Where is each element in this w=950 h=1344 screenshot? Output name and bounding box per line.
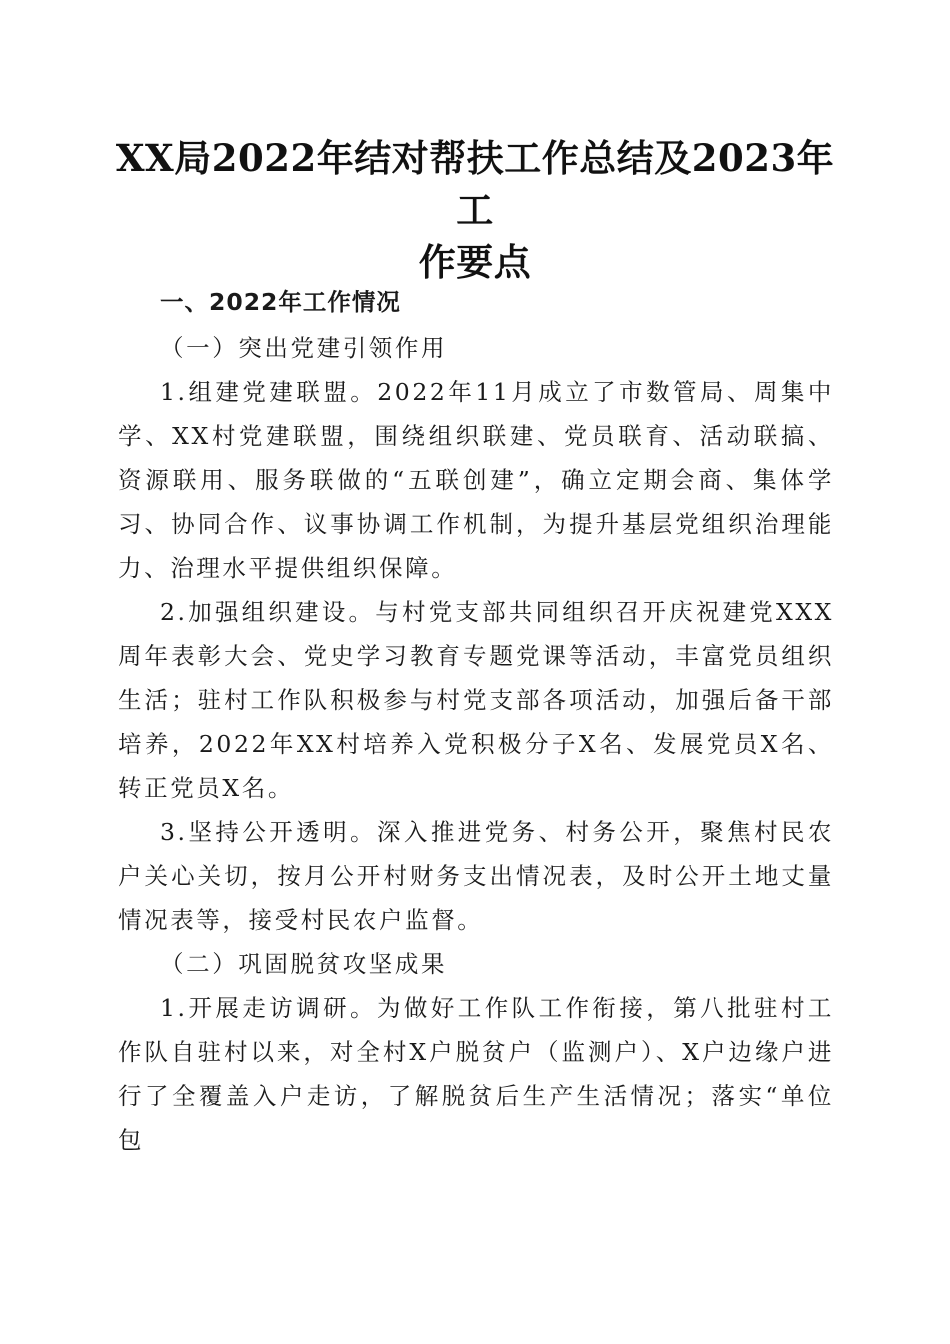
title-line-2: 作要点 [418, 240, 532, 284]
paragraph-party-alliance: 1.组建党建联盟。2022年11月成立了市数管局、周集中学、XX村党建联盟，围绕组织联建、党员联育、活动联搞、资源联用、服务联做的“五联创建”，确立定期会商、集体学习、协同合作、议事协调工作机制，为提升基层党组织治理能力、治理水平提供组织保障。 [118, 378, 834, 582]
paragraph-transparency: 3.坚持公开透明。深入推进党务、村务公开，聚焦村民农户关心关切，按月公开村财务支出情况表，及时公开土地丈量情况表等，接受村民农户监督。 [118, 818, 834, 934]
document-title [110, 132, 840, 288]
document-body [118, 280, 834, 1162]
paragraph-visit-research: 1.开展走访调研。为做好工作队工作衔接，第八批驻村工作队自驻村以来，对全村X户脱贫户（监测户）、X户边缘户进行了全覆盖入户走访，了解脱贫后生产生活情况；落实“单位包 [118, 994, 834, 1154]
subsection-heading-party-building: （一）突出党建引领作用 [160, 334, 448, 362]
subsection-heading-poverty-results: （二）巩固脱贫攻坚成果 [160, 950, 448, 978]
paragraph-organization-building: 2.加强组织建设。与村党支部共同组织召开庆祝建党XXX周年表彰大会、党史学习教育专题党课等活动，丰富党员组织生活；驻村工作队积极参与村党支部各项活动，加强后备干部培养，2022年XX村培养入党积极分子X名、发展党员X名、转正党员X名。 [118, 598, 834, 802]
section-heading-2022-work: 一、2022年工作情况 [160, 288, 401, 316]
title-line-1: XX局2022年结对帮扶工作总结及2023年工 [115, 136, 835, 232]
